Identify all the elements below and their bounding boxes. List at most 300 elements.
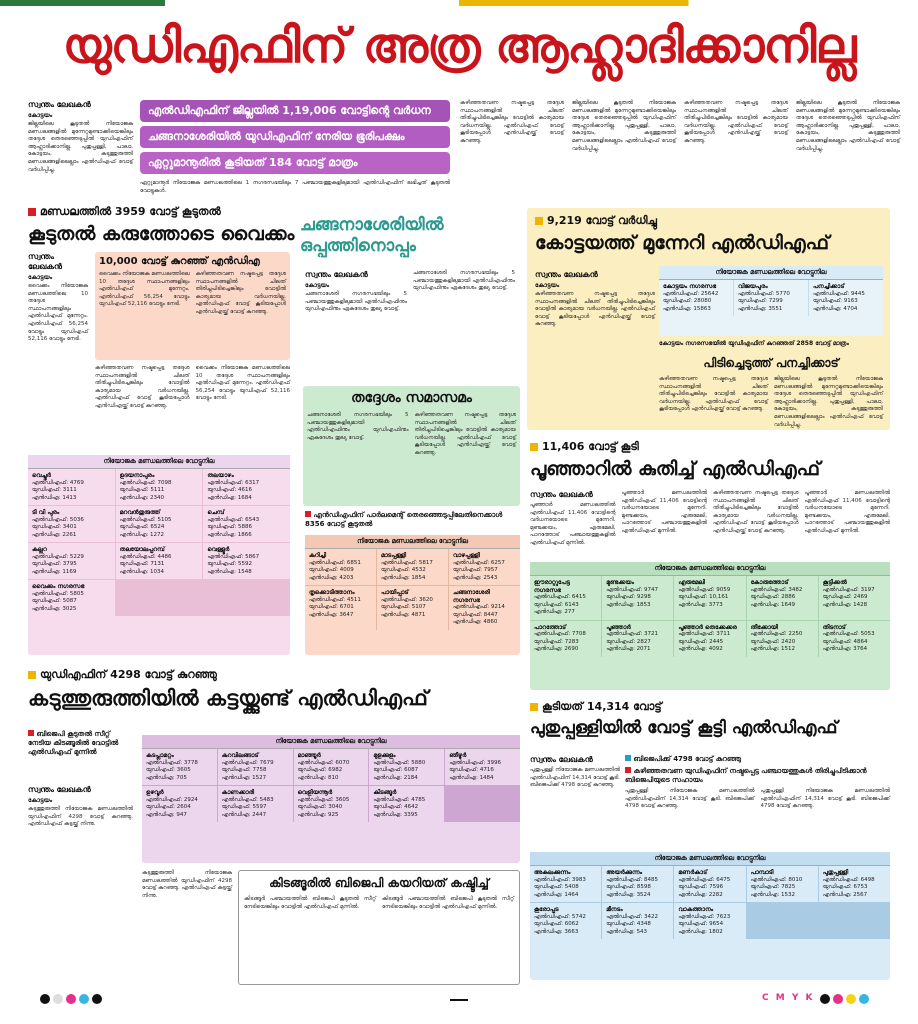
local-body-name: ചങ്ങനാശേരി നഗരസഭ: [453, 589, 490, 604]
table-title: നിയോജക മണ്ഡലത്തിലെ വോട്ടുനില: [142, 735, 520, 749]
body-text: പുതുപ്പള്ളി നിയോജക മണ്ഡലത്തിൽ എൽഡിഎഫിന് 14,314 വോട്ട് കൂടി. ബിജെപിക്ക് 4798 വോട്ട് കുറഞ്ഞു.: [760, 788, 890, 810]
kottayam-kicker: [535, 214, 882, 228]
bullet-square-icon: [625, 755, 631, 761]
vote-count: യുഡിഎഫ്: 6982: [297, 767, 343, 773]
vote-count: എൻഡിഎ: 543: [606, 928, 648, 935]
vote-cell: [530, 903, 601, 939]
byline: സ്വന്തം ലേഖകൻ: [28, 100, 91, 109]
vote-count: എൻഡിഎ: 2567: [822, 891, 868, 898]
vote-cell: [203, 469, 290, 505]
vote-count: എൻഡിഎ: 4092: [678, 646, 723, 652]
vote-count: എൻഡിഎ: 2282: [678, 891, 723, 898]
body-text: കിടങ്ങൂർ പഞ്ചായത്തിൽ ബിജെപി കൂടുതൽ സീറ്റ് നേടിയെങ്കിലും വോട്ടിൽ എൽഡിഎഫ് മുന്നിൽ.: [382, 896, 514, 910]
table-title: നിയോജക മണ്ഡലത്തിലെ വോട്ടുനില: [659, 266, 883, 280]
local-body-name: മാഞ്ഞൂർ: [297, 752, 321, 759]
vote-count: എൽഡിഎഫ്: 3983: [534, 876, 586, 883]
vote-cell: [449, 549, 520, 585]
vote-cell: [602, 903, 673, 939]
vote-cell: [530, 621, 601, 657]
kottayam-sub-columns: [659, 376, 883, 428]
vote-count: എൽഡിഎഫ്: 5229: [32, 553, 84, 560]
vote-count: യുഡിഎഫ്: 9654: [678, 921, 724, 927]
vote-count: എൽഡിഎഫ്: 7708: [534, 631, 586, 637]
body-text: കിടങ്ങൂർ പഞ്ചായത്തിൽ ബിജെപി കൂടുതൽ സീറ്റ് നേടിയെങ്കിലും വോട്ടിൽ എൽഡിഎഫ് മുന്നിൽ.: [244, 896, 376, 910]
vote-count: എൻഡിഎ: 3395: [373, 811, 418, 818]
local-body-name: തലയോലപ്പറമ്പ്: [119, 546, 165, 553]
vote-count: എൽഡിഎഫ്: 4769: [32, 479, 84, 486]
vote-count: എൽഡിഎഫ്: 7098: [119, 479, 172, 486]
local-body-name: മറവൻതുരുത്ത്: [119, 509, 161, 516]
local-body-name: പാമ്പാടി: [750, 869, 774, 876]
vote-cell: [819, 866, 890, 902]
local-body-name: ചെമ്പ്: [207, 509, 225, 516]
vote-count: എൻഡിഎ: 947: [146, 811, 187, 818]
local-body-name: തീക്കോയി: [750, 623, 778, 631]
vote-cell: [809, 280, 883, 316]
lead-story-column-1: [28, 100, 133, 198]
registration-dots-right: [820, 994, 869, 1004]
byline: സ്വന്തം ലേഖകൻ: [535, 270, 598, 279]
vote-count: എൽഡിഎഫ്: 9214: [453, 604, 505, 610]
kaduthuruthy-headline: കടുത്തുരുത്തിയിൽ കട്ടയ്ക്കുണ്ട് എൽഡിഎഫ്: [28, 686, 428, 710]
vote-cell: [142, 749, 217, 785]
vote-count: എൽഡിഎഫ്: 5105: [119, 516, 172, 523]
kottayam-sub-headline: പിടിച്ചെടുത്ത് പനച്ചിക്കാട്: [703, 356, 839, 370]
vote-count: എൻഡിഎ: 1428: [822, 601, 868, 608]
local-body-name: കുറിച്ചി: [309, 552, 327, 559]
vote-count: എൽഡിഎഫ്: 5742: [534, 913, 586, 920]
vote-count: എൻഡിഎ: 1649: [750, 601, 795, 608]
vote-count: യുഡിഎഫ്: 4864: [822, 638, 868, 645]
pill-ldf-increase: എൽഡിഎഫിന് ജില്ലയിൽ 1,19,006 വോട്ടിന്റെ വർധന: [140, 100, 450, 122]
grey-dot-icon: [53, 994, 63, 1004]
vote-count: യുഡിഎഫ്: 7299: [738, 298, 783, 304]
kaduthuruthy-section: [28, 668, 523, 711]
byline: സ്വന്തം ലേഖകൻ: [530, 490, 593, 499]
body-text: കടുത്തുരുത്തി നിയോജക മണ്ഡലത്തിൽ യുഡിഎഫിന് 4298 വോട്ട് കുറഞ്ഞു. എൽഡിഎഫ് കട്ടയ്ക്ക് നിന്നു.: [28, 806, 133, 828]
body-text: കഴിഞ്ഞതവണ നഷ്ടപ്പെട്ട തദ്ദേശ സ്ഥാപനങ്ങളിൽ ചിലത് തിരിച്ചുപിടിച്ചെങ്കിലും വോട്ടിൽ കാര്യമായ വർധനയില്ല. എൽഡിഎഫ് വോട്ട് കൂടിയപ്പോൾ എൻഡിഎയ്ക്ക് വോട്ട് കുറഞ്ഞു.: [659, 376, 768, 413]
puthuppally-column: [530, 755, 620, 825]
vote-count: എൻഡിഎ: 2184: [373, 774, 418, 781]
local-body-name: വിജയപുരം: [738, 283, 768, 290]
table-title: നിയോജക മണ്ഡലത്തിലെ വോട്ടുനില: [530, 562, 890, 576]
dateline: കോട്ടയം: [535, 282, 560, 289]
vote-cell: [674, 576, 745, 620]
vote-count: എൽഡിഎഫ്: 3996: [449, 759, 502, 766]
vote-count: എൽഡിഎഫ്: 4511: [309, 596, 361, 603]
vote-cell: [28, 506, 115, 542]
vote-cell: [602, 866, 673, 902]
vote-count: എൽഡിഎഫ്: 3422: [606, 913, 659, 920]
vote-count: എൻഡിഎ: 1413: [32, 494, 77, 501]
body-text: കഴിഞ്ഞതവണ നഷ്ടപ്പെട്ട തദ്ദേശ സ്ഥാപനങ്ങളിൽ ചിലത് തിരിച്ചുപിടിച്ചെങ്കിലും വോട്ടിൽ കാര്യമായ വർധനയില്ല. എൽഡിഎഫ് വോട്ട് കൂടിയപ്പോൾ എൻഡിഎയ്ക്ക് വോട്ട് കുറഞ്ഞു.: [535, 291, 655, 328]
local-body-name: കോട്ടയം നഗരസഭ: [663, 283, 717, 290]
cyan-dot-icon: [79, 994, 89, 1004]
bullet-square-icon: [28, 208, 36, 216]
local-body-name: പാറത്തോട്: [534, 623, 567, 631]
puthuppally-headline: പുതുപ്പള്ളിയിൽ വോട്ട് കൂട്ടി എൽഡിഎഫ്: [530, 718, 838, 738]
vaikom-headline: കൂടുതൽ കരുത്തോടെ വൈക്കം: [28, 223, 295, 245]
vote-count: എൻഡിഎ: 1532: [750, 891, 795, 898]
vote-count: എൻഡിഎ: 3551: [738, 305, 783, 312]
yellow-dot-icon: [846, 994, 856, 1004]
vote-count: എൽഡിഎഫ്: 8010: [750, 876, 803, 883]
vote-cell: [377, 586, 448, 630]
vote-cell: [305, 586, 376, 630]
vote-cell: [747, 621, 818, 657]
local-body-name: പൂഞ്ഞാർ: [606, 623, 631, 631]
vote-count: എൻഡിഎ: 3764: [822, 646, 868, 652]
body-text: ചങ്ങനാശേരി നഗരസഭയിലും 5 പഞ്ചായത്തുകളിലുമായി എൽഡിഎഫിനും യുഡിഎഫിനും ഏകദേശം തുല്യ വോട്ട്.: [305, 291, 407, 313]
thadesham-box: [303, 386, 520, 506]
local-body-name: കോരുത്തോട്: [750, 579, 789, 586]
changanassery-section: [300, 215, 520, 257]
vaikom-column-1: [28, 252, 88, 450]
vote-cell: [28, 580, 115, 616]
vote-count: യുഡിഎഫ്: 6524: [119, 524, 165, 530]
vote-grid: [530, 866, 890, 939]
vote-count: യുഡിഎഫ്: 4348: [606, 921, 651, 927]
vote-cell: [116, 506, 203, 542]
page-headline: യുഡിഎഫിന് അത്ര ആഹ്ലാദിക്കാനില്ല: [62, 18, 856, 74]
vote-count: എൻഡിഎ: 277: [534, 609, 575, 615]
local-body-name: കിടങ്ങൂർ: [373, 789, 397, 796]
vote-count: യുഡിഎഫ്: 5597: [221, 804, 267, 810]
vaikom-columns: [95, 365, 290, 450]
table-title: നിയോജക മണ്ഡലത്തിലെ വോട്ടുനില: [28, 455, 290, 469]
local-body-name: വാകത്താനം: [678, 906, 714, 913]
table-title: നിയോജക മണ്ഡലത്തിലെ വോട്ടുനില: [305, 535, 520, 549]
local-body-name: ഉഴവൂർ: [146, 789, 164, 796]
vote-cell: [369, 749, 444, 785]
vote-count: എൽഡിഎഫ്: 5880: [373, 759, 426, 766]
vote-count: യുഡിഎഫ്: 8598: [606, 884, 651, 890]
puthuppally-sub-2: [625, 767, 890, 785]
vote-count: യുഡിഎഫ്: 5408: [534, 884, 579, 890]
vaikom-vote-table: [28, 455, 290, 655]
kaduthuruthy-kicker: [28, 668, 523, 682]
local-body-name: അയർക്കുന്നം: [606, 869, 643, 876]
local-body-name: മുണ്ടക്കയം: [606, 579, 634, 586]
dateline: കോട്ടയം: [28, 112, 53, 119]
kicker-text: 9,219 വോട്ട് വർധിച്ചു: [547, 214, 657, 227]
changanassery-vote-table: [305, 535, 520, 655]
vote-count: എൽഡിഎഫ്: 5483: [221, 796, 274, 803]
local-body-name: മണർകാട്: [678, 869, 708, 876]
puthuppally-vote-table: [530, 852, 890, 980]
bullet-square-icon: [625, 767, 631, 773]
vote-count: യുഡിഎഫ്: 4716: [449, 767, 494, 773]
local-body-name: പായിപ്പാട്: [381, 589, 409, 596]
vote-count: എൽഡിഎഫ്: 6070: [297, 759, 350, 766]
vote-count: എൻഡിഎ: 1866: [207, 531, 252, 538]
vote-count: എൽഡിഎഫ്: 6317: [207, 479, 260, 486]
vote-count: എൽഡിഎഫ്: 3620: [381, 596, 433, 603]
body-text: വൈക്കം നിയോജക മണ്ഡലത്തിലെ 10 തദ്ദേശ സ്ഥാപനങ്ങളിലും എൽഡിഎഫ് മുന്നേറ്റം. എൽഡിഎഫ് 56,254 വോട്ടും യുഡിഎഫ് 52,116 വോട്ടും നേടി.: [99, 271, 190, 308]
vaikom-section: [28, 205, 293, 245]
body-text: കഴിഞ്ഞതവണ നഷ്ടപ്പെട്ട തദ്ദേശ സ്ഥാപനങ്ങളിൽ ചിലത് തിരിച്ചുപിടിച്ചെങ്കിലും വോട്ടിൽ കാര്യമായ വർധനയില്ല. എൽഡിഎഫ് വോട്ട് കൂടിയപ്പോൾ എൻഡിഎയ്ക്ക് വോട്ട് കുറഞ്ഞു.: [713, 490, 799, 534]
vote-cell: [734, 280, 808, 316]
vote-count: എൽഡിഎഫ്: 3197: [822, 586, 875, 593]
body-text: പൂഞ്ഞാർ മണ്ഡലത്തിൽ എൽഡിഎഫ് 11,406 വോട്ടിന്റെ വർധനയോടെ മുന്നേറി. മുണ്ടക്കയം, എരുമേലി, പാറത്തോട് പഞ്ചായത്തുകളിൽ എൽഡിഎഫ് മുന്നിൽ.: [530, 502, 616, 546]
local-body-name: വെള്ളൂർ: [207, 546, 230, 553]
vote-cell: [369, 786, 444, 822]
vote-cell: [203, 506, 290, 542]
vote-cell: [819, 576, 890, 620]
vote-count: യുഡിഎഫ്: 2420: [750, 638, 796, 645]
local-body-name: പനച്ചിക്കാട്: [813, 283, 845, 290]
local-body-name: തലയാഴം: [207, 472, 234, 479]
body-text: കഴിഞ്ഞതവണ നഷ്ടപ്പെട്ട തദ്ദേശ സ്ഥാപനങ്ങളിൽ ചിലത് തിരിച്ചുപിടിച്ചെങ്കിലും വോട്ടിൽ കാര്യമായ വർധനയില്ല. എൽഡിഎഫ് വോട്ട് കൂടിയപ്പോൾ എൻഡിഎയ്ക്ക് വോട്ട് കുറഞ്ഞു.: [460, 100, 564, 144]
vote-count: യുഡിഎഫ്: 4009: [309, 567, 354, 573]
kottayam-headline: കോട്ടയത്ത് മുന്നേറി എൽഡിഎഫ്: [535, 232, 830, 254]
vote-count: യുഡിഎഫ്: 6062: [534, 921, 579, 927]
vote-count: എൽഡിഎഫ്: 3605: [297, 796, 350, 803]
byline: സ്വന്തം ലേഖകൻ: [305, 270, 368, 279]
kicker-text: യുഡിഎഫിന് 4298 വോട്ട് കുറഞ്ഞു: [40, 668, 217, 681]
vote-cell: [449, 586, 520, 630]
kidangoor-box: [238, 870, 520, 985]
vote-count: എൻഡിഎ: 1527: [221, 774, 267, 781]
vote-count: യുഡിഎഫ്: 7758: [221, 767, 267, 773]
vote-count: യുഡിഎഫ്: 6753: [822, 884, 868, 890]
vote-count: യുഡിഎഫ്: 7957: [453, 567, 498, 573]
byline: സ്വന്തം ലേഖകൻ: [28, 252, 62, 271]
vote-cell: [674, 621, 745, 657]
body-text: ജില്ലയിലെ കൂടുതൽ നിയോജക മണ്ഡലങ്ങളിൽ മുന്നേറ്റമുണ്ടാക്കിയെങ്കിലും തദ്ദേശ തെരഞ്ഞെടുപ്പിൽ യുഡിഎഫിന് ആഹ്ലാദിക്കാനില്ല. പുതുപ്പള്ളി, പാലാ, കോട്ടയം, കടുത്തുരുത്തി മണ്ഡലങ്ങളിലെല്ലാം എൽഡിഎഫ് വോട്ട് വർധിപ്പിച്ചു.: [28, 121, 133, 173]
vote-count: യുഡിഎഫ്: 4642: [373, 804, 419, 810]
vote-count: എൻഡിഎ: 1464: [534, 891, 579, 898]
local-body-name: കടപ്ലാമറ്റം: [146, 752, 174, 759]
vote-count: എൻഡിഎ: 2543: [453, 574, 498, 581]
poonjar-headline: പൂഞ്ഞാറിൽ കുതിച്ച് എൽഡിഎഫ്: [530, 458, 821, 480]
vote-count: യുഡിഎഫ്: 4616: [207, 487, 253, 493]
kottayam-bottom-line: കോട്ടയം നഗരസഭയിൽ യുഡിഎഫിന് കുറഞ്ഞത് 2858 വോട്ട് മാത്രം: [659, 340, 849, 347]
vote-count: എൻഡിഎ: 3025: [32, 605, 77, 612]
magenta-dot-icon: [833, 994, 843, 1004]
vote-count: എൻഡിഎ: 2690: [534, 646, 579, 652]
vote-cell: [116, 543, 203, 579]
vote-count: യുഡിഎഫ്: 5111: [119, 487, 165, 493]
vote-cell: [377, 549, 448, 585]
local-body-name: ടി വി പുരം: [32, 509, 60, 516]
body-text: ഏറ്റുമാനൂർ നിയോജക മണ്ഡലത്തിലെ 1 നഗരസഭയിലും 7 പഞ്ചായത്തുകളിലുമായി എൽഡിഎഫിന് ലഭിച്ചത് കൂടുതൽ വോട്ടുകൾ.: [140, 180, 450, 194]
vote-count: എൽഡിഎഫ്: 3721: [606, 631, 659, 637]
sub-text: ബിജെപി കൂടുതൽ സീറ്റ് നേടിയ കിടങ്ങൂരിൽ വോട്ടിൽ എൽഡിഎഫ് മുന്നിൽ: [28, 730, 119, 756]
changanassery-headline-2: ഒപ്പത്തിനൊപ്പം: [300, 236, 416, 256]
body-text: പൂഞ്ഞാർ മണ്ഡലത്തിൽ എൽഡിഎഫ് 11,406 വോട്ടിന്റെ വർധനയോടെ മുന്നേറി. മുണ്ടക്കയം, എരുമേലി, പാറത്തോട് പഞ്ചായത്തുകളിൽ എൽഡിഎഫ് മുന്നിൽ.: [621, 490, 707, 534]
vote-cell: [659, 280, 733, 316]
vote-count: എൻഡിഎ: 4203: [309, 574, 354, 581]
kaduthuruthy-sub: [28, 730, 133, 757]
vote-count: യുഡിഎഫ്: 5087: [32, 598, 77, 604]
vote-count: യുഡിഎഫ്: 28080: [663, 298, 712, 304]
vote-count: യുഡിഎഫ്: 6701: [309, 604, 354, 610]
body-text: വൈക്കം നിയോജക മണ്ഡലത്തിലെ 10 തദ്ദേശ സ്ഥാപനങ്ങളിലും എൽഡിഎഫ് മുന്നേറ്റം. എൽഡിഎഫ് 56,254 വോട്ടും യുഡിഎഫ് 52,116 വോട്ടും നേടി.: [195, 365, 290, 402]
vote-cell: [674, 866, 745, 902]
kaduthuruthy-column: [28, 785, 133, 985]
body-text: കഴിഞ്ഞതവണ നഷ്ടപ്പെട്ട തദ്ദേശ സ്ഥാപനങ്ങളിൽ ചിലത് തിരിച്ചുപിടിച്ചെങ്കിലും വോട്ടിൽ കാര്യമായ വർധനയില്ല. എൽഡിഎഫ് വോട്ട് കൂടിയപ്പോൾ എൻഡിഎയ്ക്ക് വോട്ട് കുറഞ്ഞു.: [414, 412, 516, 456]
changanassery-ldf-kicker: [305, 511, 520, 529]
kottayam-vote-table: [659, 266, 883, 336]
vote-cell: [142, 786, 217, 822]
puthuppally-sub-1: [625, 755, 890, 764]
body-text: വൈക്കം നിയോജക മണ്ഡലത്തിലെ 10 തദ്ദേശ സ്ഥാപനങ്ങളിലും എൽഡിഎഫ് മുന്നേറ്റം. എൽഡിഎഫ് 56,254 വോട്ടും യുഡിഎഫ് 52,116 വോട്ടും നേടി.: [28, 283, 88, 343]
body-text: പുതുപ്പള്ളി നിയോജക മണ്ഡലത്തിൽ എൽഡിഎഫിന് 14,314 വോട്ട് കൂടി. ബിജെപിക്ക് 4798 വോട്ട് കുറഞ്ഞു.: [625, 788, 755, 810]
vote-cell: [28, 543, 115, 579]
local-body-name: വെളിയന്നൂർ: [297, 789, 333, 796]
vote-count: യുഡിഎഫ്: 6087: [373, 767, 419, 773]
vote-count: യുഡിഎഫ്: 2886: [750, 594, 796, 600]
kottayam-column: [535, 270, 655, 370]
local-body-name: കൂരോപ്പട: [534, 906, 559, 913]
vote-count: യുഡിഎഫ്: 10,161: [678, 594, 729, 600]
vote-count: എൻഡിഎ: 1169: [32, 568, 77, 575]
changanassery-columns: [305, 270, 515, 370]
vote-count: എൽഡിഎഫ്: 8485: [606, 876, 659, 883]
dateline: കോട്ടയം: [28, 797, 53, 804]
vote-count: യുഡിഎഫ്: 7283: [534, 638, 579, 645]
vote-grid: [530, 576, 890, 657]
vote-grid: [28, 469, 290, 616]
local-body-name: കൂട്ടിക്കൽ: [822, 579, 847, 586]
pill-ettumanoor: ഏറ്റുമാനൂരിൽ കൂടിയത് 184 വോട്ട് മാത്രം: [140, 152, 450, 174]
kicker-text: 11,406 വോട്ട് കൂടി: [542, 440, 639, 453]
vote-count: യുഡിഎഫ്: 9163: [813, 298, 858, 304]
vaikom-nda-box: [95, 252, 290, 360]
bullet-square-icon: [28, 671, 36, 679]
kaduthuruthy-vote-table: [142, 735, 520, 863]
vote-count: യുഡിഎഫ്: 3111: [32, 487, 77, 493]
body-text: ചങ്ങനാശേരി നഗരസഭയിലും 5 പഞ്ചായത്തുകളിലുമായി എൽഡിഎഫിനും യുഡിഎഫിനും ഏകദേശം തുല്യ വോട്ട്.: [413, 270, 515, 292]
vote-cell: [602, 576, 673, 620]
kicker-text: മണ്ഡലത്തിൽ 3959 വോട്ട് കൂടുതൽ: [40, 205, 221, 218]
vote-count: എൽഡിഎഫ്: 5053: [822, 631, 875, 637]
vote-count: എൽഡിഎഫ്: 3778: [146, 759, 198, 766]
local-body-name: കാണക്കാരി: [221, 789, 255, 796]
vote-count: എൽഡിഎഫ്: 2250: [750, 631, 803, 637]
local-body-name: കല്ലറ: [32, 546, 47, 553]
vote-count: എൻഡിഎ: 2261: [32, 531, 77, 538]
vote-cell: [674, 903, 745, 939]
vote-count: എൽഡിഎഫ്: 5805: [32, 590, 84, 597]
vote-count: എൽഡിഎഫ്: 5867: [207, 553, 260, 560]
vote-count: എൻഡിഎ: 3663: [534, 928, 579, 935]
vote-count: യുഡിഎഫ്: 7825: [750, 884, 796, 890]
local-body-name: മീനടം: [606, 906, 623, 913]
vote-count: എൻഡിഎ: 1684: [207, 494, 252, 501]
vote-count: എൽഡിഎഫ്: 3711: [678, 631, 731, 637]
table-title: നിയോജക മണ്ഡലത്തിലെ വോട്ടുനില: [530, 852, 890, 866]
local-body-name: മാടപ്പള്ളി: [381, 552, 407, 559]
vote-count: എൻഡിഎ: 1484: [449, 774, 494, 781]
vote-count: എൻഡിഎ: 15863: [663, 305, 711, 312]
local-body-name: ഞീഴൂർ: [449, 752, 467, 759]
vote-count: എൽഡിഎഫ്: 4785: [373, 796, 426, 803]
body-text: ജില്ലയിലെ കൂടുതൽ നിയോജക മണ്ഡലങ്ങളിൽ മുന്നേറ്റമുണ്ടാക്കിയെങ്കിലും തദ്ദേശ തെരഞ്ഞെടുപ്പിൽ യുഡിഎഫിന് ആഹ്ലാദിക്കാനില്ല. പുതുപ്പള്ളി, പാലാ, കോട്ടയം, കടുത്തുരുത്തി മണ്ഡലങ്ങളിലെല്ലാം എൽഡിഎഫ് വോട്ട് വർധിപ്പിച്ചു.: [572, 100, 676, 152]
vote-count: എൻഡിഎ: 1548: [207, 568, 252, 575]
kicker-prefix: കൂടിയത്: [542, 700, 583, 713]
poonjar-columns: [530, 490, 890, 555]
vote-count: എൻഡിഎ: 3773: [678, 601, 723, 608]
vote-count: എൽഡിഎഫ്: 7679: [221, 759, 274, 766]
kidangoor-headline: കിടങ്ങൂരിൽ ബിജെപി കയറിയത് കഷ്ടിച്ച്: [269, 876, 489, 890]
vote-count: എൽഡിഎഫ്: 9445: [813, 290, 865, 297]
vote-grid: [659, 280, 883, 316]
vote-count: എൻഡിഎ: 1802: [678, 928, 723, 935]
vote-count: എൻഡിഎ: 3647: [309, 611, 354, 618]
vote-count: എൻഡിഎ: 925: [297, 811, 339, 818]
vote-cell: [819, 621, 890, 657]
vote-count: യുഡിഎഫ്: 7131: [119, 561, 165, 567]
vote-count: എൻഡിഎ: 1034: [119, 568, 165, 575]
vote-grid: [142, 749, 520, 822]
vote-cell: [445, 749, 520, 785]
vote-count: എൻഡിഎ: 4704: [813, 305, 858, 312]
bullet-square-icon: [530, 443, 538, 451]
local-body-name: പൂഞ്ഞാർ തെക്കേക്കര: [678, 623, 737, 631]
vote-cell: [747, 576, 818, 620]
body-text: ചങ്ങനാശേരി നഗരസഭയിലും 5 പഞ്ചായത്തുകളിലുമായി എൽഡിഎഫിനും യുഡിഎഫിനും ഏകദേശം തുല്യ വോട്ട്.: [307, 412, 409, 441]
vote-count: യുഡിഎഫ്: 9298: [606, 594, 651, 600]
vote-count: എൽഡിഎഫ്: 6498: [822, 876, 875, 883]
vote-count: യുഡിഎഫ്: 5592: [207, 561, 253, 567]
pill-changanassery: ചങ്ങനാശേരിയിൽ യുഡിഎഫിന് നേരിയ ഭൂരിപക്ഷം: [140, 126, 450, 148]
kaduthuruthy-column-2: [142, 870, 232, 985]
vote-cell: [530, 866, 601, 902]
vote-cell: [294, 749, 369, 785]
lead-story-columns: [460, 100, 900, 198]
vote-count: യുഡിഎഫ്: 5107: [381, 604, 426, 610]
local-body-name: വൈക്കം നഗരസഭ: [32, 583, 85, 590]
vote-count: യുഡിഎഫ്: 8447: [453, 611, 498, 618]
body-text: പുതുപ്പള്ളി നിയോജക മണ്ഡലത്തിൽ എൽഡിഎഫിന് 14,314 വോട്ട് കൂടി. ബിജെപിക്ക് 4798 വോട്ട് കുറഞ്ഞു.: [530, 767, 620, 789]
vote-cell: [530, 576, 601, 620]
vote-count: എൽഡിഎഫ്: 6257: [453, 559, 505, 566]
cmyk-label: C M Y K: [762, 993, 815, 1003]
kicker-text: 14,314 വോട്ട്: [586, 700, 662, 713]
vote-count: യുഡിഎഫ്: 3040: [297, 804, 343, 810]
kicker-text: എൻഡിഎഫിന് പാർലമെന്റ് തെരഞ്ഞെടുപ്പിലേതിനെക്കാൾ 8356 വോട്ട് കൂടുതൽ: [305, 511, 503, 528]
vote-count: എൻഡിഎ: 810: [297, 774, 339, 781]
vote-count: എൽഡിഎഫ്: 6415: [534, 594, 586, 600]
body-text: കഴിഞ്ഞതവണ നഷ്ടപ്പെട്ട തദ്ദേശ സ്ഥാപനങ്ങളിൽ ചിലത് തിരിച്ചുപിടിച്ചെങ്കിലും വോട്ടിൽ കാര്യമായ വർധനയില്ല. എൽഡിഎഫ് വോട്ട് കൂടിയപ്പോൾ എൻഡിഎയ്ക്ക് വോട്ട് കുറഞ്ഞു.: [95, 365, 190, 409]
vote-count: യുഡിഎഫ്: 5886: [207, 524, 253, 530]
poonjar-vote-table: [530, 562, 890, 690]
vote-count: എൽഡിഎഫ്: 5817: [381, 559, 433, 566]
vote-count: എൽഡിഎഫ്: 5770: [738, 290, 790, 297]
vote-grid: [305, 549, 520, 630]
magenta-dot-icon: [66, 994, 76, 1004]
body-text: കഴിഞ്ഞതവണ നഷ്ടപ്പെട്ട തദ്ദേശ സ്ഥാപനങ്ങളിൽ ചിലത് തിരിച്ചുപിടിച്ചെങ്കിലും വോട്ടിൽ കാര്യമായ വർധനയില്ല. എൽഡിഎഫ് വോട്ട് കൂടിയപ്പോൾ എൻഡിഎയ്ക്ക് വോട്ട് കുറഞ്ഞു.: [684, 100, 788, 144]
vote-cell: [218, 749, 293, 785]
vote-count: യുഡിഎഫ്: 2827: [606, 638, 651, 645]
body-text: ജില്ലയിലെ കൂടുതൽ നിയോജക മണ്ഡലങ്ങളിൽ മുന്നേറ്റമുണ്ടാക്കിയെങ്കിലും തദ്ദേശ തെരഞ്ഞെടുപ്പിൽ യുഡിഎഫിന് ആഹ്ലാദിക്കാനില്ല. പുതുപ്പള്ളി, പാലാ, കോട്ടയം, കടുത്തുരുത്തി മണ്ഡലങ്ങളിലെല്ലാം എൽഡിഎഫ് വോട്ട് വർധിപ്പിച്ചു.: [774, 376, 883, 428]
pill-stack: [140, 100, 450, 200]
thadesham-title: തദ്ദേശം സമാസമം: [351, 390, 472, 406]
vote-count: എൽഡിഎഫ്: 9747: [606, 586, 659, 593]
vote-count: എൽഡിഎഫ്: 7623: [678, 913, 731, 920]
puthuppally-subs: [625, 755, 890, 828]
vote-count: എൻഡിഎ: 4860: [453, 619, 498, 625]
top-color-strip: [0, 0, 918, 6]
bullet-square-icon: [535, 217, 543, 225]
vote-cell: [218, 786, 293, 822]
sub-text: കഴിഞ്ഞതവണ യുഡിഎഫിന് നഷ്ടപ്പെട്ട പഞ്ചായത്തുകൾ തിരിച്ചുപിടിക്കാൻ ബിജെപിയുടെ സഹായം: [625, 767, 867, 784]
puthuppally-section: [530, 700, 890, 738]
puthuppally-kicker: [530, 700, 890, 714]
vote-count: എൽഡിഎഫ്: 3482: [750, 586, 803, 593]
